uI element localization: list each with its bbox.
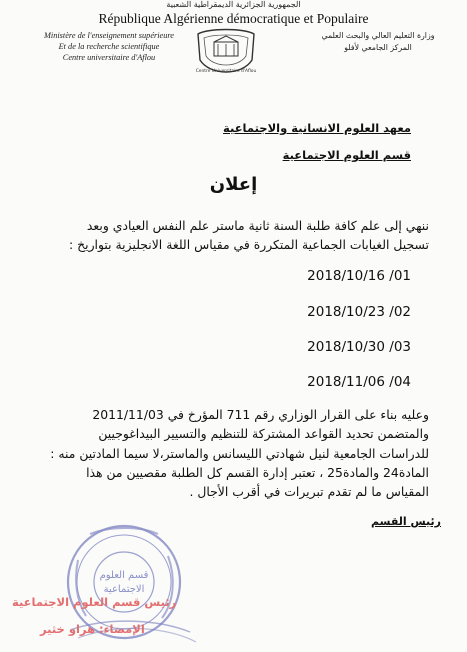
ministry-fr-line: Ministère de l'enseignement supérieure — [44, 31, 174, 40]
department-name: قسم العلوم الاجتماعية — [282, 148, 411, 162]
emblem-caption: Centre Universitaire d'Aflou — [195, 69, 257, 74]
red-stamp-signatory: الإمضاء: هراو خثير — [40, 622, 145, 636]
announcement-title: إعلان — [209, 174, 258, 195]
stamp-text-line: قسم العلوم — [99, 570, 149, 581]
ministry-french-block — [44, 30, 174, 63]
ministry-ar-line: المركز الجامعي لأفلو — [344, 43, 412, 52]
decision-line: وعليه بناء على القرار الوزاري رقم 711 المؤرخ في 2011/11/03 — [92, 407, 429, 422]
ministry-ar-line: وزارة التعليم العالي والبحث العلمي — [321, 31, 435, 40]
decision-line: المقياس ما لم تقدم تبريرات في أقرب الأجال . — [189, 484, 429, 500]
intro-line: ننهي إلى علم كافة طلبة السنة ثانية ماستر علم النفس العيادي وبعد — [86, 218, 429, 233]
decision-line: المادة24 والمادة25 ، تعتبر إدارة القسم كل الطلبة مقصيين من هذا — [86, 464, 429, 480]
ministry-fr-line: Et de la recherche scientifique — [58, 42, 160, 51]
department-head-label: رئيس القسم — [371, 515, 441, 528]
intro-paragraph — [69, 216, 429, 254]
intro-line: تسجيل الغيابات الجماعية المتكررة في مقياس اللغة الانجليزية بتواريخ : — [69, 237, 429, 252]
ministry-fr-line: Centre universitaire d'Aflou — [62, 53, 156, 62]
absence-date: 01/ 2018/10/16 — [307, 268, 411, 284]
absence-date: 03/ 2018/10/30 — [307, 339, 411, 355]
red-stamp-department: رئيس قسم العلوم الاجتماعية — [12, 595, 177, 609]
header-french-republic: République Algérienne démocratique et Populaire — [98, 11, 369, 26]
decision-line: للدراسات الجامعية لنيل شهادتي الليسانس والماستر،لا سيما المادتين منه : — [50, 445, 429, 461]
stamp-text-line: الاجتماعية — [103, 584, 145, 595]
absence-date: 04/ 2018/11/06 — [307, 374, 411, 390]
institute-name: معهد العلوم الانسانية والاجتماعية — [223, 121, 411, 135]
university-emblem-icon — [190, 26, 262, 78]
absence-date: 02/ 2018/10/23 — [307, 304, 411, 320]
decision-line: والمتضمن تحديد القواعد المشتركة للتنظيم والتسيير البيداغوجيين — [98, 426, 429, 442]
decision-paragraph — [50, 405, 429, 501]
ministry-arabic-block — [303, 30, 453, 54]
header-arabic-republic: الجمهورية الجزائرية الديمقراطية الشعبية — [166, 0, 301, 9]
